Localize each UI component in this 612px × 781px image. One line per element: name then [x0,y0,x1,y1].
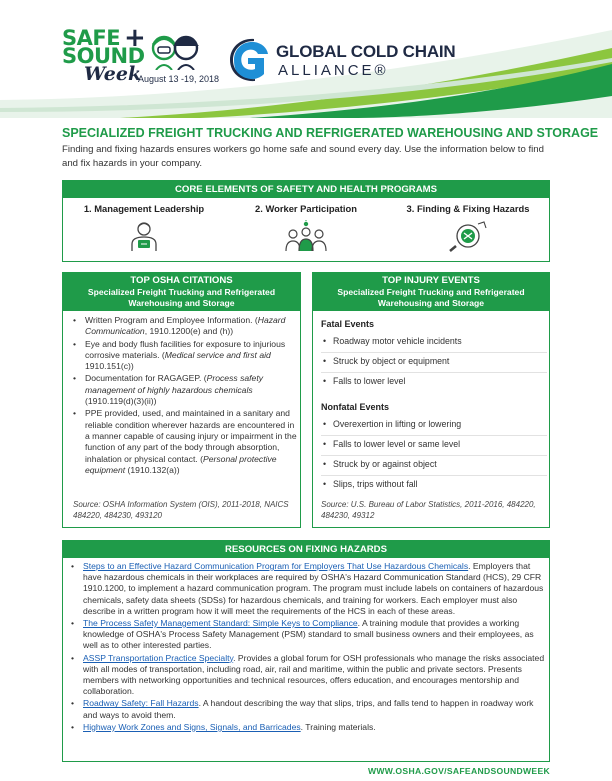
list-item [71,653,545,698]
citation-code: 1910.151(c)) [85,361,134,372]
list-item [73,315,300,338]
workers-group-icon [283,220,329,252]
top-injury-events-panel [312,272,550,528]
injuries-heading-block [313,273,549,311]
safe-sound-week-logo[interactable] [62,23,220,90]
citations-subheading: Specialized Freight Trucking and Refrigerated Warehousing and Storage [87,287,276,308]
footer-url[interactable]: WWW.OSHA.GOV/SAFEANDSOUNDWEEK [367,766,550,776]
list-item [71,561,545,617]
magnifier-hazard-icon [448,220,488,252]
gcca-swirl-icon [228,38,270,82]
resource-link-roadway[interactable]: Roadway Safety: Fall Hazards [83,698,199,709]
list-item [73,339,300,373]
event-dates: August 13 -19, 2018 [138,74,220,84]
core-elements-panel [62,180,550,262]
resource-description: . A handout describing the way that slips, trips, and falls tend to happen in roadway work and ways to avoid them. [83,698,534,720]
citation-code: (1910.119(d)(3)(ii)) [85,396,157,407]
list-item: • Overexertion in lifting or lowering [321,416,547,436]
page-title: SPECIALIZED FREIGHT TRUCKING AND REFRIGERATED WAREHOUSING AND STORAGE [62,126,599,140]
citation-code: , 1910.1200(e) and (h)) [144,326,234,337]
citation-text: PPE provided, used, and maintained in a sanitary and reliable condition wherever hazards are encountered in a manner capable of causing injury or impairment in the function of any part of the body through absorption, inhalation or physical contact. ( [85,408,297,464]
list-item [71,698,545,720]
citation-text: Eye and body flush facilities for exposure to injurious corrosive materials. ( [85,338,286,360]
core-element-label: 1. Management Leadership [83,203,205,214]
fatal-events-list [321,333,547,392]
core-elements-heading: CORE ELEMENTS OF SAFETY AND HEALTH PROGRAMS [63,181,549,198]
resource-description: . Training materials. [300,721,376,732]
list-item: • Struck by or against object [321,456,547,476]
citations-list [63,315,300,477]
citations-heading-block [63,273,300,311]
gcca-alliance: ALLIANCE® [278,62,389,79]
list-item: • Falls to lower level or same level [321,436,547,456]
list-item [71,618,545,652]
intro-paragraph: Finding and fixing hazards ensures workers go home safe and sound every day. Use the information below to find and fix hazards in your company. [62,144,544,169]
injuries-heading: TOP INJURY EVENTS [382,275,480,286]
logo-sound-text: SOUND [62,44,145,68]
list-item [73,408,300,476]
logo-plus-sign: + [124,23,146,53]
citations-heading: TOP OSHA CITATIONS [130,275,233,286]
gcca-name: GLOBAL COLD CHAIN [276,42,456,61]
core-elements-list [63,203,549,261]
resource-link-psm[interactable]: The Process Safety Management Standard: Simple Keys to Compliance [83,618,358,629]
core-element-management-leadership [63,203,225,252]
resource-description: . Provides a global forum for OSH professionals who manage the risks associated with all modes of transportation, including road, air, rail and maritime, within the public and private sectors. Presents members with networking opportunities and technical resources, offers education, and encourages mentorship and collaboration. [83,652,545,697]
citation-standard: Hazard Communication [85,315,286,337]
fatal-events-heading: Fatal Events [321,319,375,329]
workers-faces-icon [146,30,204,70]
nonfatal-events-list [321,416,547,495]
citation-text: Documentation for RAGAGEP. ( [85,373,207,384]
resources-panel [62,540,550,762]
list-item [73,373,300,407]
injuries-source: Source: U.S. Bureau of Labor Statistics, 2011-2016, 484220, 484230, 49312 [321,500,536,520]
list-item [71,722,545,733]
resource-link-assp[interactable]: ASSP Transportation Practice Specialty [83,652,234,663]
list-item: • Struck by object or equipment [321,353,547,373]
core-element-worker-participation [225,203,387,252]
core-element-label: 3. Finding & Fixing Hazards [406,203,530,214]
list-item: • Slips, trips without fall [321,476,547,495]
resource-link-work-zones[interactable]: Highway Work Zones and Signs, Signals, and Barricades [83,721,301,732]
resources-list [71,561,545,734]
manager-icon [127,220,161,252]
injuries-subheading: Specialized Freight Trucking and Refrigerated Warehousing and Storage [337,287,525,308]
citation-standard: Process safety management of highly hazardous chemicals [85,373,263,395]
resource-link-hazcom[interactable]: Steps to an Effective Hazard Communication Program for Employers That Use Hazardous Chemicals [83,561,469,571]
citation-code: (1910.132(a)) [125,464,180,475]
citation-standard: Medical service and first aid [164,349,271,360]
global-cold-chain-alliance-logo[interactable] [228,38,456,84]
header [0,0,612,118]
nonfatal-events-heading: Nonfatal Events [321,402,390,412]
logo-week-text: Week [84,63,142,85]
core-element-finding-fixing-hazards [387,203,549,252]
injuries-body [321,319,547,495]
list-item: • Roadway motor vehicle incidents [321,333,547,353]
list-item: • Falls to lower level [321,373,547,392]
citation-standard: Personal protective equipment [85,453,277,475]
resources-heading: RESOURCES ON FIXING HAZARDS [63,541,549,558]
resource-description: . A training module that provides a working knowledge of OSHA's Process Safety Management (PSM) standard to small business owners and their employees, as well as to other interested parties. [83,618,534,651]
top-osha-citations-panel [62,272,301,528]
core-element-label: 2. Worker Participation [255,203,357,214]
logo-safe-text: SAFE [62,26,121,50]
resource-description: . Employers that have hazardous chemicals in their workplaces are required by OSHA's Hazard Communication Standard (HCS), 29 CFR 1910.1200, to implement a hazard communication program. The program must include labels on containers of hazardous chemicals, safety data sheets (SDSs) for hazardous chemicals, and training for workers. Each employer must also describe in a written program how it will meet the requirements of the HCS in each of these areas. [83,561,544,616]
citation-text: Written Program and Employee Information. ( [85,315,258,325]
citations-source: Source: OSHA Information System (OIS), 2011-2018, NAICS 484220, 484230, 493120 [73,500,289,520]
